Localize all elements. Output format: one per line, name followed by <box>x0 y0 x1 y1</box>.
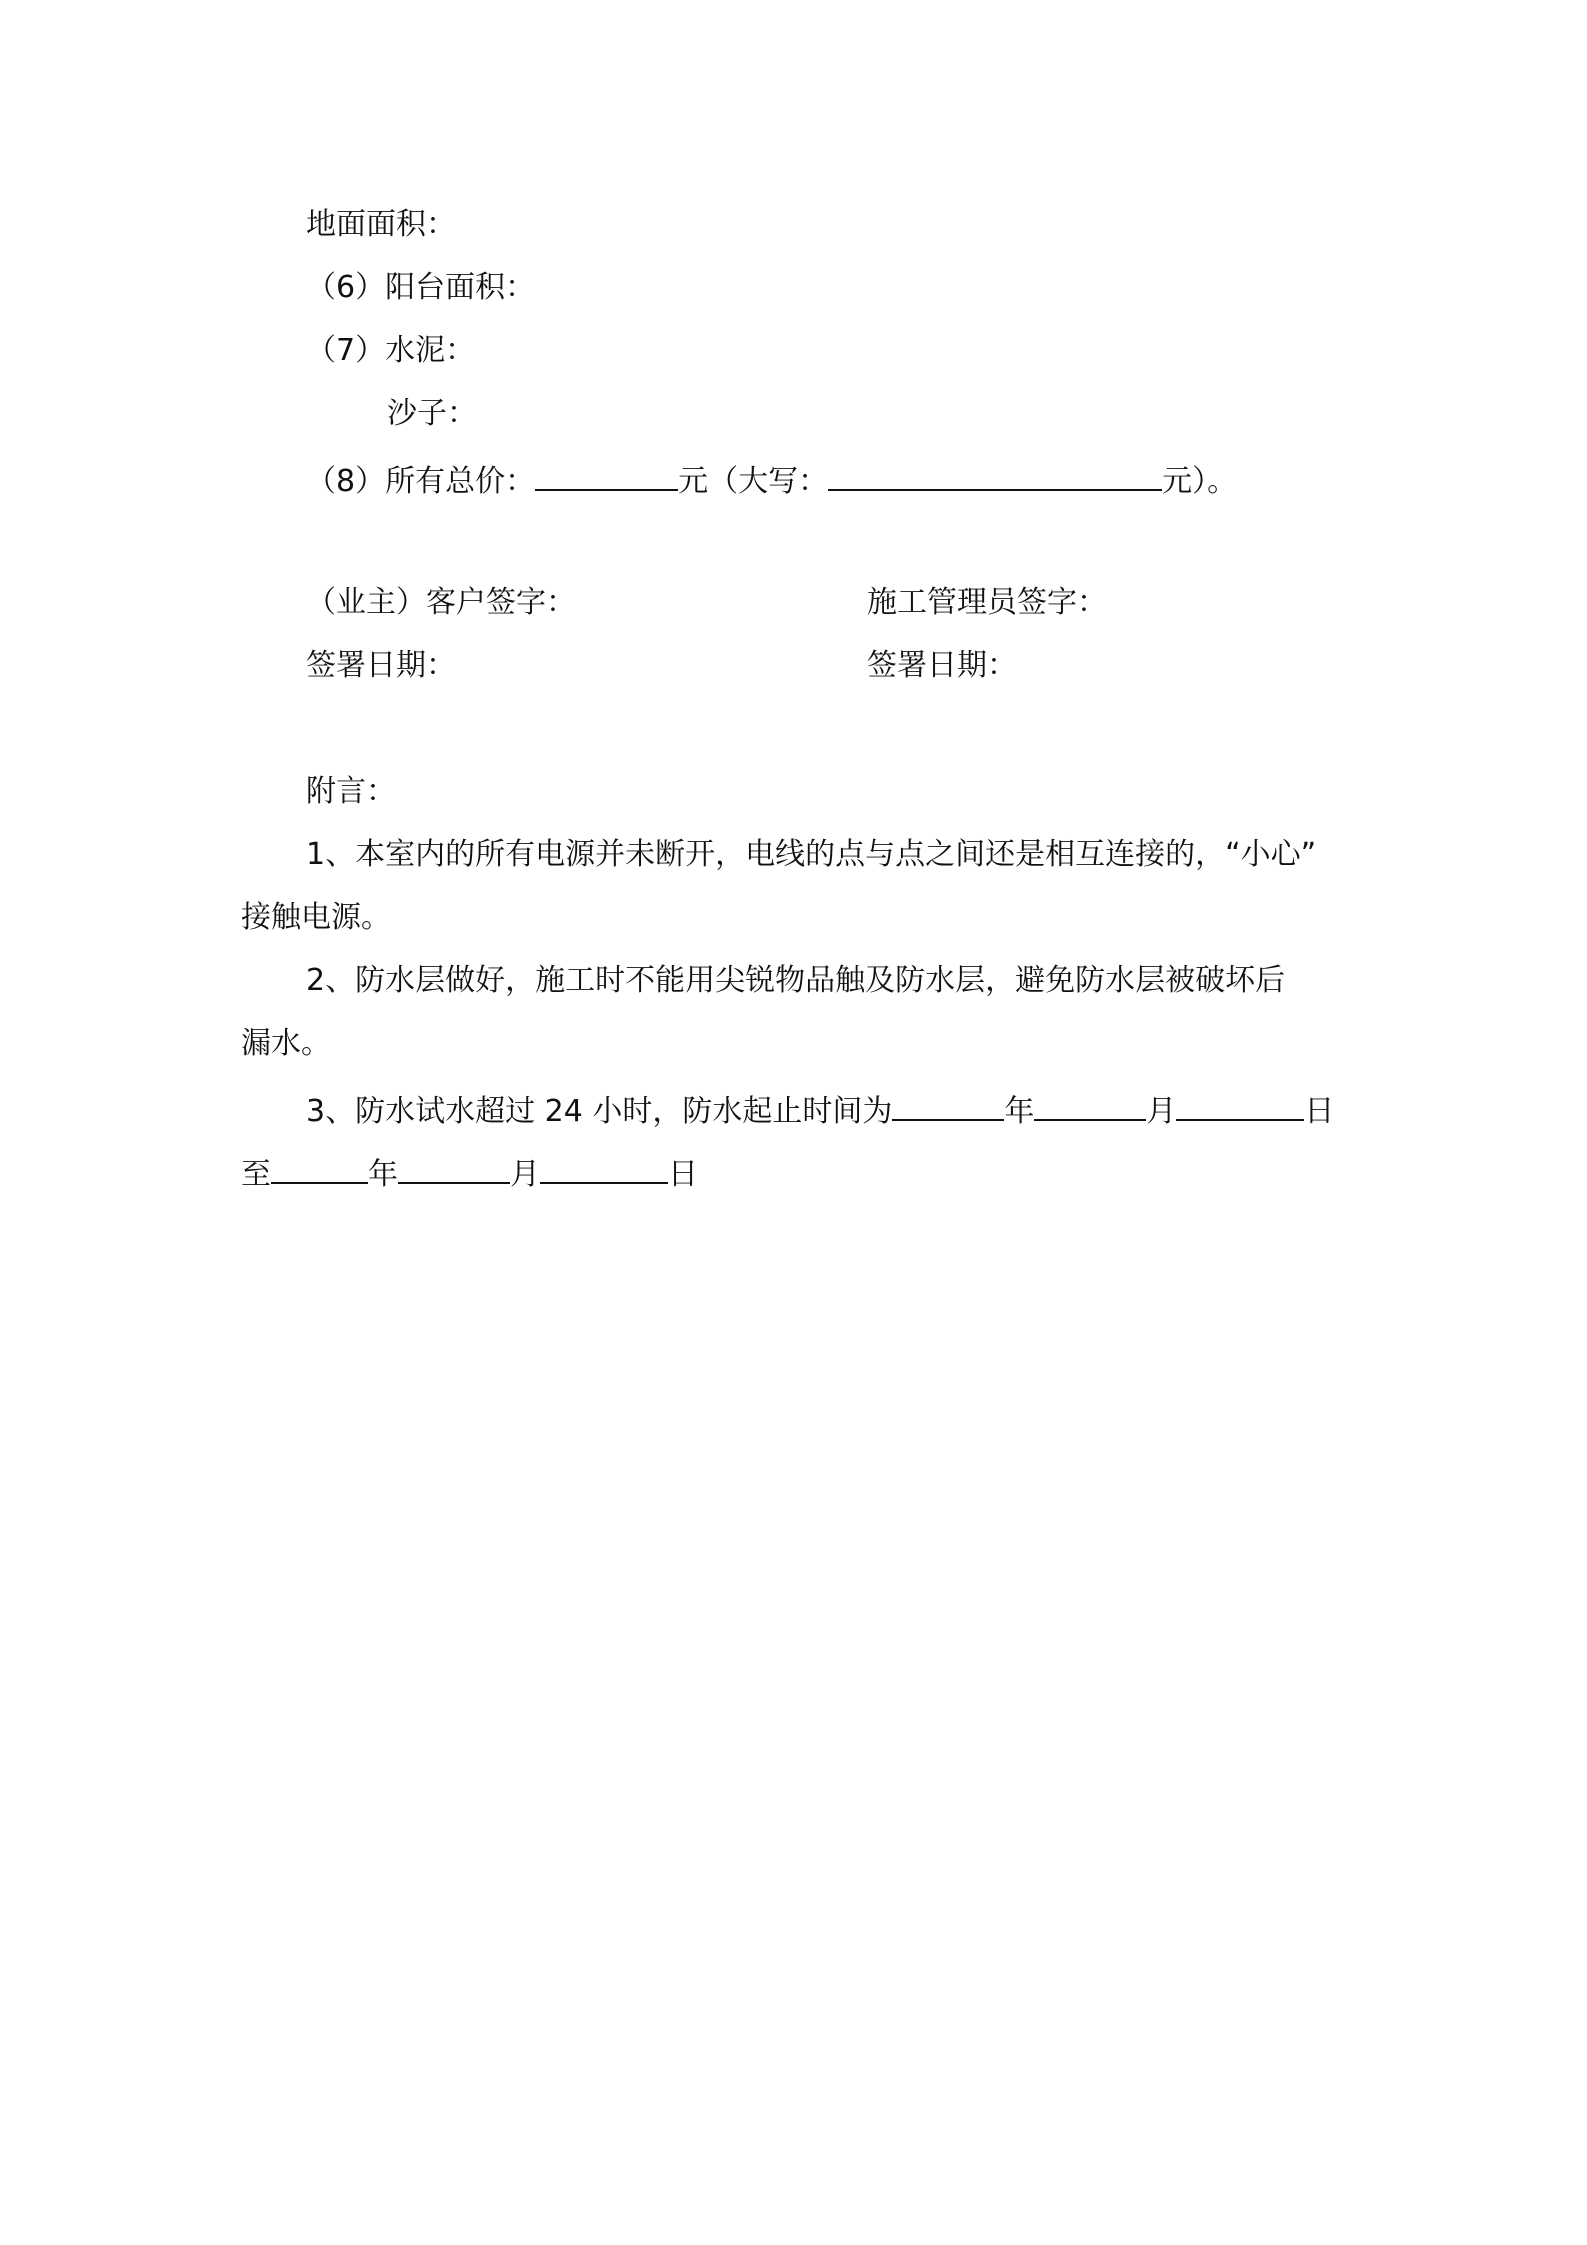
total-uppercase-blank[interactable] <box>828 457 1162 491</box>
end-year-blank[interactable] <box>271 1150 368 1184</box>
end-year-label: 年 <box>368 1157 398 1192</box>
manager-date-label: 签署日期： <box>867 648 1017 683</box>
cement-line <box>306 331 475 371</box>
manager-date-line <box>867 646 1017 686</box>
notes-heading-line <box>306 772 396 812</box>
start-month-label: 月 <box>1146 1094 1177 1129</box>
note-1-continuation: 接触电源。 <box>241 900 391 935</box>
total-price-line <box>306 457 1237 497</box>
end-day-label: 日 <box>668 1157 698 1192</box>
end-month-label: 月 <box>510 1157 540 1192</box>
client-date-line <box>306 646 456 686</box>
client-sign-line <box>306 583 576 623</box>
floor-area-label: 地面面积： <box>306 207 456 242</box>
note-2-line-1 <box>306 961 1285 1001</box>
floor-area-line <box>306 205 456 245</box>
client-date-label: 签署日期： <box>306 648 456 683</box>
client-sign-label: （业主）客户签字： <box>306 585 576 620</box>
balcony-area-line <box>306 268 535 308</box>
total-unit-label: 元（大写： <box>678 464 829 499</box>
note-2-text: 2、防水层做好，施工时不能用尖锐物品触及防水层，避免防水层被破坏后 <box>306 963 1286 998</box>
note-1-text: 1、本室内的所有电源并未断开，电线的点与点之间还是相互连接的，“小心” <box>306 837 1317 872</box>
end-day-blank[interactable] <box>540 1150 668 1184</box>
end-month-blank[interactable] <box>398 1150 510 1184</box>
start-day-label: 日 <box>1304 1094 1335 1129</box>
note-1-line-1 <box>306 835 1316 875</box>
note-1-line-2 <box>241 898 391 938</box>
total-price-blank[interactable] <box>535 457 678 491</box>
note-3-line-2 <box>241 1150 698 1190</box>
cement-label: （7）水泥： <box>306 333 476 368</box>
note-3-text: 3、防水试水超过 24 小时，防水起止时间为 <box>306 1094 893 1129</box>
note-3-line-1 <box>306 1087 1334 1127</box>
start-month-blank[interactable] <box>1034 1087 1146 1121</box>
start-day-blank[interactable] <box>1176 1087 1304 1121</box>
manager-sign-label: 施工管理员签字： <box>867 585 1107 620</box>
total-price-label: （8）所有总价： <box>306 464 536 499</box>
note-2-line-2 <box>241 1024 331 1064</box>
balcony-area-label: （6）阳台面积： <box>306 270 536 305</box>
notes-heading: 附言： <box>306 774 396 809</box>
start-year-label: 年 <box>1004 1094 1035 1129</box>
note-2-continuation: 漏水。 <box>241 1026 331 1061</box>
sand-line <box>387 394 477 434</box>
sand-label: 沙子： <box>387 396 477 431</box>
start-year-blank[interactable] <box>892 1087 1004 1121</box>
manager-sign-line <box>867 583 1107 623</box>
note-3-to-label: 至 <box>241 1157 271 1192</box>
total-suffix-label: 元）。 <box>1162 464 1238 499</box>
